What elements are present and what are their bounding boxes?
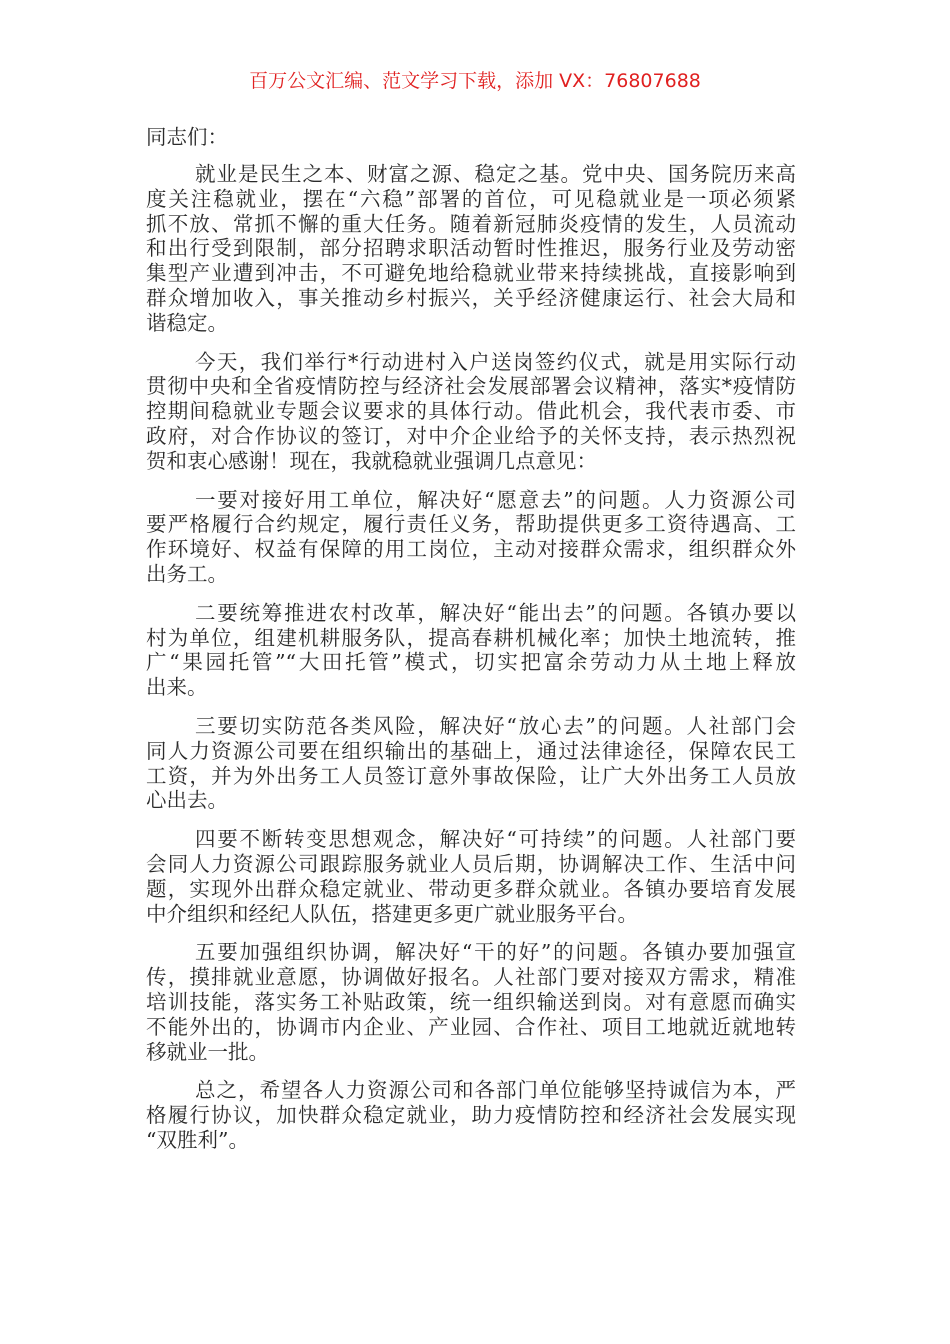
paragraph-line: 度关注稳就业，摆在“六稳”部署的首位，可见稳就业是一项必须紧: [146, 186, 796, 211]
paragraph-line: 二要统筹推进农村改革，解决好“能出去”的问题。各镇办要以: [195, 600, 796, 625]
paragraph-line: 一要对接好用工单位，解决好“愿意去”的问题。人力资源公司: [195, 487, 796, 512]
paragraph: [146, 601, 796, 700]
paragraph-line: 传，摸排就业意愿，协调做好报名。人社部门要对接双方需求，精准: [146, 965, 796, 990]
paragraph-line: 五要加强组织协调，解决好“干的好”的问题。各镇办要加强宣: [195, 940, 796, 965]
greeting: 同志们：: [146, 125, 228, 149]
paragraph-line: 和出行受到限制，部分招聘求职活动暂时性推迟，服务行业及劳动密: [146, 236, 796, 261]
paragraph-line: 作环境好、权益有保障的用工岗位，主动对接群众需求，组织群众外: [146, 537, 796, 562]
paragraph-line: 会同人力资源公司跟踪服务就业人员后期，协调解决工作、生活中问: [146, 851, 796, 876]
paragraph-line: 抓不放、常抓不懈的重大任务。随着新冠肺炎疫情的发生，人员流动: [146, 211, 796, 236]
paragraph: [146, 827, 796, 926]
paragraph-line: 移就业一批。: [146, 1039, 269, 1064]
paragraph-line: 贯彻中央和全省疫情防控与经济社会发展部署会议精神，落实*疫情防: [146, 374, 796, 399]
watermark-header: 百万公文汇编、范文学习下载，添加 VX：76807688: [249, 70, 701, 92]
paragraphs: [146, 162, 796, 1153]
paragraph-line: 格履行协议，加快群众稳定就业，助力疫情防控和经济社会发展实现: [146, 1103, 796, 1128]
paragraph-line: 政府，对合作协议的签订，对中介企业给予的关怀支持，表示热烈祝: [146, 423, 796, 448]
paragraph: [146, 488, 796, 587]
paragraph: [146, 940, 796, 1064]
paragraph-line: 谐稳定。: [146, 310, 228, 335]
paragraph-line: 出务工。: [146, 561, 228, 586]
paragraph: [146, 350, 796, 474]
paragraph-line: 控期间稳就业专题会议要求的具体行动。借此机会，我代表市委、市: [146, 399, 796, 424]
paragraph-line: 要严格履行合约规定，履行责任义务，帮助提供更多工资待遇高、工: [146, 512, 796, 537]
paragraph-line: 培训技能，落实务工补贴政策，统一组织输送到岗。对有意愿而确实: [146, 989, 796, 1014]
paragraph-line: 群众增加收入，事关推动乡村振兴，关乎经济健康运行、社会大局和: [146, 285, 796, 310]
paragraph-line: 三要切实防范各类风险，解决好“放心去”的问题。人社部门会: [195, 713, 796, 738]
paragraph-line: 广“果园托管”“大田托管”模式，切实把富余劳动力从土地上释放: [146, 650, 796, 675]
paragraph-line: 心出去。: [146, 788, 228, 813]
paragraph-line: 题，实现外出群众稳定就业、带动更多群众就业。各镇办要培育发展: [146, 876, 796, 901]
paragraph-line: 中介组织和经纪人队伍，搭建更多更广就业服务平台。: [146, 901, 638, 926]
paragraph: [146, 714, 796, 813]
paragraph: [146, 1078, 796, 1152]
paragraph-line: 出来。: [146, 675, 208, 700]
paragraph-line: 贺和衷心感谢！现在，我就稳就业强调几点意见：: [146, 448, 597, 473]
paragraph: [146, 162, 796, 336]
paragraph-line: 四要不断转变思想观念，解决好“可持续”的问题。人社部门要: [195, 827, 796, 852]
paragraph-line: 不能外出的，协调市内企业、产业园、合作社、项目工地就近就地转: [146, 1014, 796, 1039]
paragraph-line: 集型产业遭到冲击，不可避免地给稳就业带来持续挑战，直接影响到: [146, 261, 796, 286]
document-body: [146, 124, 796, 1167]
paragraph-line: 村为单位，组建机耕服务队，提高春耕机械化率；加快土地流转，推: [146, 625, 796, 650]
paragraph-line: 总之，希望各人力资源公司和各部门单位能够坚持诚信为本，严: [195, 1078, 796, 1103]
paragraph-line: 工资，并为外出务工人员签订意外事故保险，让广大外出务工人员放: [146, 763, 796, 788]
paragraph-line: 同人力资源公司要在组织输出的基础上，通过法律途径，保障农民工: [146, 738, 796, 763]
paragraph-line: 就业是民生之本、财富之源、稳定之基。党中央、国务院历来高: [195, 162, 796, 186]
paragraph-line: “双胜利”。: [146, 1127, 249, 1152]
paragraph-line: 今天，我们举行*行动进村入户送岗签约仪式，就是用实际行动: [195, 349, 796, 374]
